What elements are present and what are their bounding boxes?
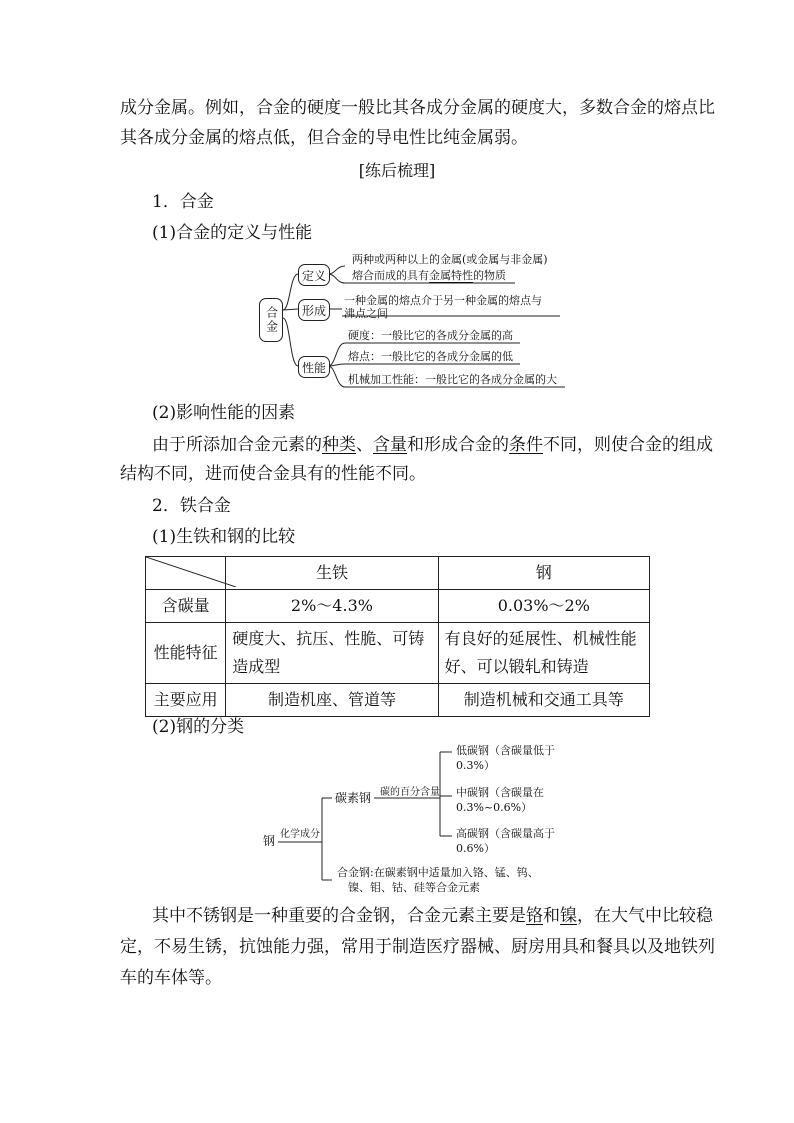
iron-subheading-steel-class: (2)钢的分类	[152, 717, 245, 737]
section-title: [练后梳理]	[358, 161, 436, 180]
high-carbon-steel-2: 0.6%）	[456, 842, 495, 855]
stainless-line-1: 其中不锈钢是一种重要的合金钢，合金元素主要是铬和镍，在大气中比较稳	[152, 906, 713, 926]
high-carbon-steel-1: 高碳钢（含碳量高于	[456, 827, 555, 840]
table-cell: 2%～4.3%	[226, 590, 438, 623]
definition-label: 定义	[301, 268, 326, 283]
property-hardness: 硬度：一般比它的各成分金属的高	[348, 329, 513, 342]
intro-line-1: 成分金属。例如，合金的硬度一般比其各成分金属的硬度大，多数合金的熔点比	[120, 98, 715, 118]
low-carbon-steel-1: 低碳钢（含碳量低于	[456, 744, 555, 757]
mid-carbon-steel-1: 中碳钢（含碳量在	[456, 786, 544, 799]
stainless-line-3: 车的车体等。	[120, 968, 222, 988]
table-header-steel: 钢	[438, 557, 649, 590]
table-row-label: 含碳量	[146, 590, 226, 623]
alloy-steel-1: 合金钢:在碳素钢中适量加入铬、锰、钨、	[337, 866, 539, 879]
table-cell: 制造机座、管道等	[226, 684, 438, 717]
alloy-heading: 1．合金	[152, 192, 214, 212]
alloy-root-label: 合金	[264, 306, 279, 334]
table-row-label: 性能特征	[146, 623, 226, 684]
iron-heading: 2．铁合金	[152, 496, 231, 516]
table-header-pig-iron: 生铁	[226, 557, 438, 590]
table-cell: 制造机械和交通工具等	[438, 684, 649, 717]
factors-line-2: 结构不同，进而使合金具有的性能不同。	[120, 464, 426, 484]
formation-line-2: 沸点之间	[344, 307, 388, 320]
carbon-steel: 碳素钢	[335, 791, 372, 805]
formation-label: 形成	[301, 303, 326, 318]
property-melting-point: 熔点：一般比它的各成分金属的低	[348, 350, 513, 363]
table-cell: 硬度大、抗压、性脆、可铸造成型	[226, 623, 438, 684]
factors-line-1: 由于所添加合金元素的种类、含量和形成合金的条件不同，则使合金的组成	[152, 435, 713, 455]
alloy-steel-2: 镍、钼、钴、硅等合金元素	[348, 881, 480, 894]
steel-root: 钢	[263, 834, 276, 848]
alloy-subheading-definition: (1)合金的定义与性能	[152, 223, 313, 243]
definition-line-1: 两种或两种以上的金属(或金属与非金属)	[352, 253, 548, 266]
alloy-subheading-factors: (2)影响性能的因素	[152, 403, 296, 423]
mid-carbon-steel-2: 0.3%~0.6%）	[456, 801, 533, 814]
low-carbon-steel-2: 0.3%）	[456, 759, 495, 772]
formation-line-1: 一种金属的熔点介于另一种金属的熔点与	[344, 294, 542, 307]
property-label: 性能	[301, 360, 326, 375]
stainless-line-2: 定，不易生锈，抗蚀能力强，常用于制造医疗器械、厨房用具和餐具以及地铁列	[120, 937, 715, 957]
property-machining: 机械加工性能：一般比它的各成分金属的大	[348, 373, 557, 386]
table-cell: 0.03%～2%	[438, 590, 649, 623]
table-cell: 有良好的延展性、机械性能好、可以锻轧和铸造	[438, 623, 649, 684]
definition-line-2: 熔合而成的具有金属特性的物质	[352, 269, 506, 282]
iron-subheading-compare: (1)生铁和钢的比较	[152, 527, 296, 547]
carbon-content-label: 碳的百分含量	[380, 787, 440, 798]
steel-branch-label: 化学成分	[280, 829, 320, 840]
table-row-label: 主要应用	[146, 684, 226, 717]
intro-line-2: 其各成分金属的熔点低，但合金的导电性比纯金属弱。	[120, 128, 528, 148]
